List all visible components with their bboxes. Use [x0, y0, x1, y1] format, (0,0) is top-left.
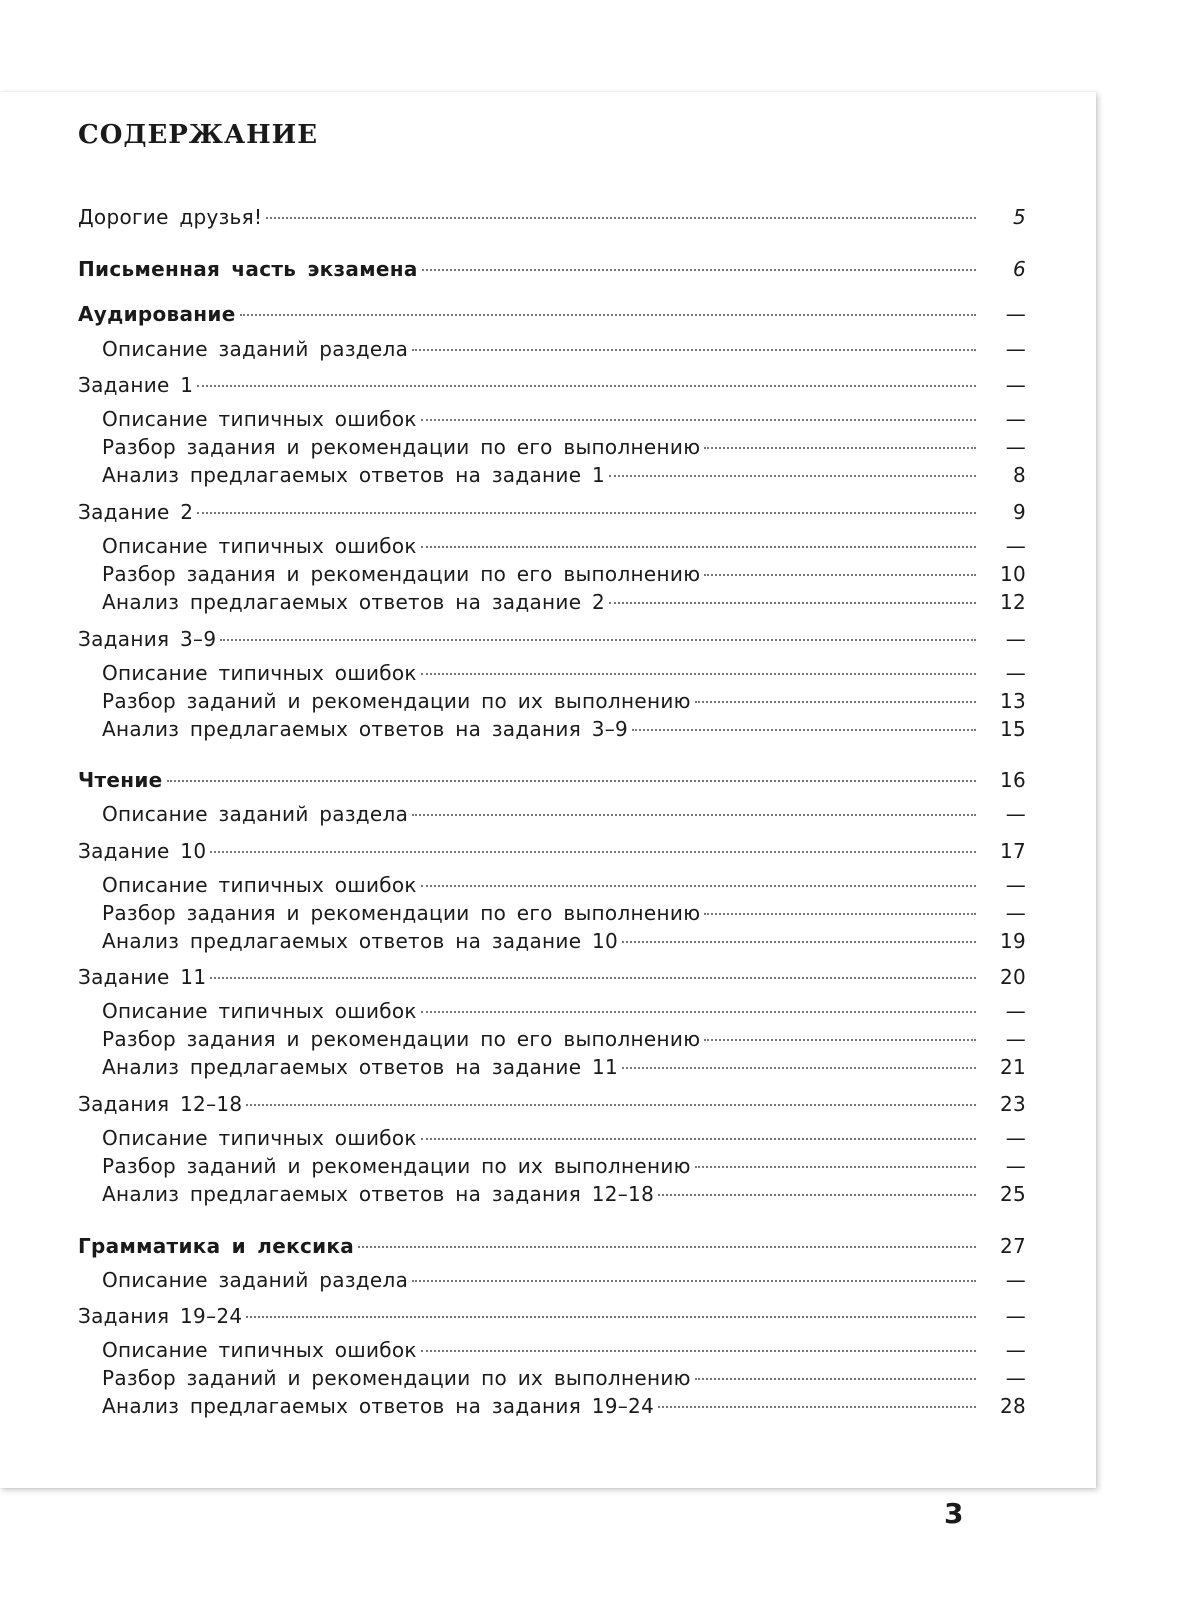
- toc-entry: [102, 715, 1026, 743]
- toc-entry-label: Анализ предлагаемых ответов на задания 3–9: [102, 717, 629, 741]
- toc-entry: [102, 800, 1026, 828]
- toc-entry: [102, 1392, 1026, 1420]
- toc-entry-label: Разбор задания и рекомендации по его выполнению: [102, 562, 701, 586]
- toc-entry-page: 9: [1012, 500, 1026, 524]
- toc-entry-label: Письменная часть экзамена: [78, 257, 418, 281]
- dot-leader: [421, 673, 976, 675]
- dot-leader: [658, 1406, 976, 1408]
- toc-entry-page: —: [1005, 337, 1026, 361]
- toc-entry: [102, 687, 1026, 715]
- dot-leader: [197, 512, 976, 514]
- toc-entry: [102, 1053, 1026, 1081]
- toc-entry: [102, 1336, 1026, 1364]
- dot-leader: [421, 1011, 976, 1013]
- dot-leader: [358, 1246, 976, 1248]
- toc-entry-page: 17: [999, 839, 1026, 863]
- dot-leader: [704, 913, 976, 915]
- toc-entry-label: Чтение: [78, 768, 163, 792]
- toc-entry-label: Описание типичных ошибок: [102, 407, 417, 431]
- toc-entry-page: 15: [999, 717, 1026, 741]
- toc-entry-label: Описание типичных ошибок: [102, 661, 417, 685]
- toc-entry-page: 23: [999, 1092, 1026, 1116]
- toc-entry-page: 28: [999, 1394, 1026, 1418]
- toc-entry-label: Задание 2: [78, 500, 194, 524]
- toc-entry: [78, 300, 1026, 328]
- toc-entry-label: Разбор заданий и рекомендации по их выполнению: [102, 689, 691, 713]
- toc-entry-label: Анализ предлагаемых ответов на задание 11: [102, 1055, 619, 1079]
- dot-leader: [246, 1104, 976, 1106]
- toc-entry-label: Описание типичных ошибок: [102, 534, 417, 558]
- toc-entry-page: 21: [999, 1055, 1026, 1079]
- dot-leader: [622, 941, 976, 943]
- toc-entry-label: Разбор задания и рекомендации по его выполнению: [102, 435, 701, 459]
- toc-entry: [78, 255, 1026, 283]
- toc-entry-page: —: [1005, 1304, 1026, 1328]
- dot-leader: [266, 217, 976, 219]
- toc-entry-page: —: [1005, 873, 1026, 897]
- dot-leader: [421, 885, 976, 887]
- toc-entry-label: Описание заданий раздела: [102, 337, 409, 361]
- toc-entry: [102, 1025, 1026, 1053]
- toc-entry-page: —: [1005, 435, 1026, 459]
- toc-entry-page: 27: [999, 1234, 1026, 1258]
- dot-leader: [421, 419, 976, 421]
- dot-leader: [421, 1350, 976, 1352]
- toc-entry-label: Описание типичных ошибок: [102, 873, 417, 897]
- toc-entry: [78, 1232, 1026, 1260]
- toc-entry-label: Описание типичных ошибок: [102, 999, 417, 1023]
- toc-entry: [102, 1124, 1026, 1152]
- toc-entry-label: Задания 3–9: [78, 627, 217, 651]
- toc-entry: [78, 837, 1026, 865]
- toc-entry-label: Задание 11: [78, 965, 207, 989]
- toc-entry-label: Описание типичных ошибок: [102, 1338, 417, 1362]
- page-number: 3: [944, 1497, 964, 1530]
- toc-entry-label: Задания 12–18: [78, 1092, 243, 1116]
- toc-entry-page: 19: [999, 929, 1026, 953]
- dot-leader: [220, 639, 976, 641]
- toc-entry-page: 10: [999, 562, 1026, 586]
- dot-leader: [210, 851, 976, 853]
- toc-entry-label: Анализ предлагаемых ответов на задания 12–18: [102, 1182, 655, 1206]
- toc-entry-label: Анализ предлагаемых ответов на задание 2: [102, 590, 606, 614]
- dot-leader: [695, 701, 976, 703]
- toc-entry: [102, 1152, 1026, 1180]
- toc-entry-page: 13: [999, 689, 1026, 713]
- toc-entry-page: 12: [999, 590, 1026, 614]
- toc-entry-page: —: [1005, 661, 1026, 685]
- toc-entry-label: Разбор задания и рекомендации по его выполнению: [102, 901, 701, 925]
- toc-entry-page: —: [1005, 407, 1026, 431]
- toc-entry: [78, 1090, 1026, 1118]
- dot-leader: [704, 447, 976, 449]
- toc-entry: [102, 899, 1026, 927]
- toc-entry-page: —: [1005, 534, 1026, 558]
- dot-leader: [246, 1316, 976, 1318]
- toc-entry-page: —: [1005, 627, 1026, 651]
- toc-entry: [78, 203, 1026, 231]
- toc-entry: [102, 1180, 1026, 1208]
- toc-entry: [102, 927, 1026, 955]
- dot-leader: [704, 1039, 976, 1041]
- toc-entry-label: Задание 1: [78, 373, 194, 397]
- toc-entry-page: —: [1005, 1027, 1026, 1051]
- toc-entry: [102, 588, 1026, 616]
- dot-leader: [197, 385, 976, 387]
- toc-entry: [102, 871, 1026, 899]
- toc-entry-label: Анализ предлагаемых ответов на задание 10: [102, 929, 619, 953]
- toc-entry: [102, 1364, 1026, 1392]
- toc-entry: [78, 498, 1026, 526]
- toc-entry-page: —: [1005, 901, 1026, 925]
- dot-leader: [658, 1194, 976, 1196]
- toc-entry: [78, 625, 1026, 653]
- toc-entry: [78, 963, 1026, 991]
- toc-entry: [102, 405, 1026, 433]
- toc-entry: [102, 433, 1026, 461]
- dot-leader: [240, 314, 976, 316]
- toc-entry: [102, 659, 1026, 687]
- dot-leader: [412, 1280, 976, 1282]
- toc-entry-page: 16: [999, 768, 1026, 792]
- toc-entry-label: Задание 10: [78, 839, 207, 863]
- toc-entry-page: —: [1005, 1268, 1026, 1292]
- toc-entry-page: 8: [1012, 463, 1026, 487]
- dot-leader: [695, 1166, 976, 1168]
- dot-leader: [695, 1378, 976, 1380]
- toc-entry-label: Описание типичных ошибок: [102, 1126, 417, 1150]
- dot-leader: [704, 574, 976, 576]
- toc-title: СОДЕРЖАНИЕ: [78, 120, 319, 150]
- toc-entry: [102, 461, 1026, 489]
- dot-leader: [167, 780, 976, 782]
- toc-entry: [78, 1302, 1026, 1330]
- toc-entry-label: Аудирование: [78, 302, 236, 326]
- toc-entry-label: Задания 19–24: [78, 1304, 243, 1328]
- toc-entry-label: Описание заданий раздела: [102, 802, 409, 826]
- toc-entry-page: 20: [999, 965, 1026, 989]
- toc-entry-label: Анализ предлагаемых ответов на задание 1: [102, 463, 606, 487]
- dot-leader: [422, 269, 976, 271]
- dot-leader: [412, 349, 976, 351]
- dot-leader: [421, 1138, 976, 1140]
- toc-entry-page: 5: [1012, 205, 1026, 229]
- toc-entry-page: —: [1005, 1366, 1026, 1390]
- toc-entry: [102, 532, 1026, 560]
- toc-entry-page: —: [1005, 373, 1026, 397]
- dot-leader: [609, 475, 976, 477]
- toc-entry: [78, 371, 1026, 399]
- toc-entry: [102, 560, 1026, 588]
- dot-leader: [421, 546, 976, 548]
- toc-entry-page: —: [1005, 999, 1026, 1023]
- toc-entry-label: Разбор заданий и рекомендации по их выполнению: [102, 1366, 691, 1390]
- toc-entry: [102, 335, 1026, 363]
- toc-entry-label: Описание заданий раздела: [102, 1268, 409, 1292]
- toc-entry-page: —: [1005, 302, 1026, 326]
- toc-entry-page: 25: [999, 1182, 1026, 1206]
- dot-leader: [609, 602, 976, 604]
- toc-entry-label: Анализ предлагаемых ответов на задания 19–24: [102, 1394, 655, 1418]
- toc-entry-label: Дорогие друзья!: [78, 205, 263, 229]
- dot-leader: [622, 1067, 976, 1069]
- toc-entry-label: Разбор заданий и рекомендации по их выполнению: [102, 1154, 691, 1178]
- toc-entry-label: Разбор задания и рекомендации по его выполнению: [102, 1027, 701, 1051]
- toc-entry: [102, 1266, 1026, 1294]
- toc-entry-page: —: [1005, 1338, 1026, 1362]
- toc-entry-page: —: [1005, 802, 1026, 826]
- toc-entry: [102, 997, 1026, 1025]
- dot-leader: [412, 814, 976, 816]
- toc-entry-page: —: [1005, 1154, 1026, 1178]
- toc-entry-page: 6: [1012, 257, 1026, 281]
- dot-leader: [632, 729, 976, 731]
- dot-leader: [210, 977, 976, 979]
- toc-entry-page: —: [1005, 1126, 1026, 1150]
- toc-entry-label: Грамматика и лексика: [78, 1234, 355, 1258]
- toc-entry: [78, 766, 1026, 794]
